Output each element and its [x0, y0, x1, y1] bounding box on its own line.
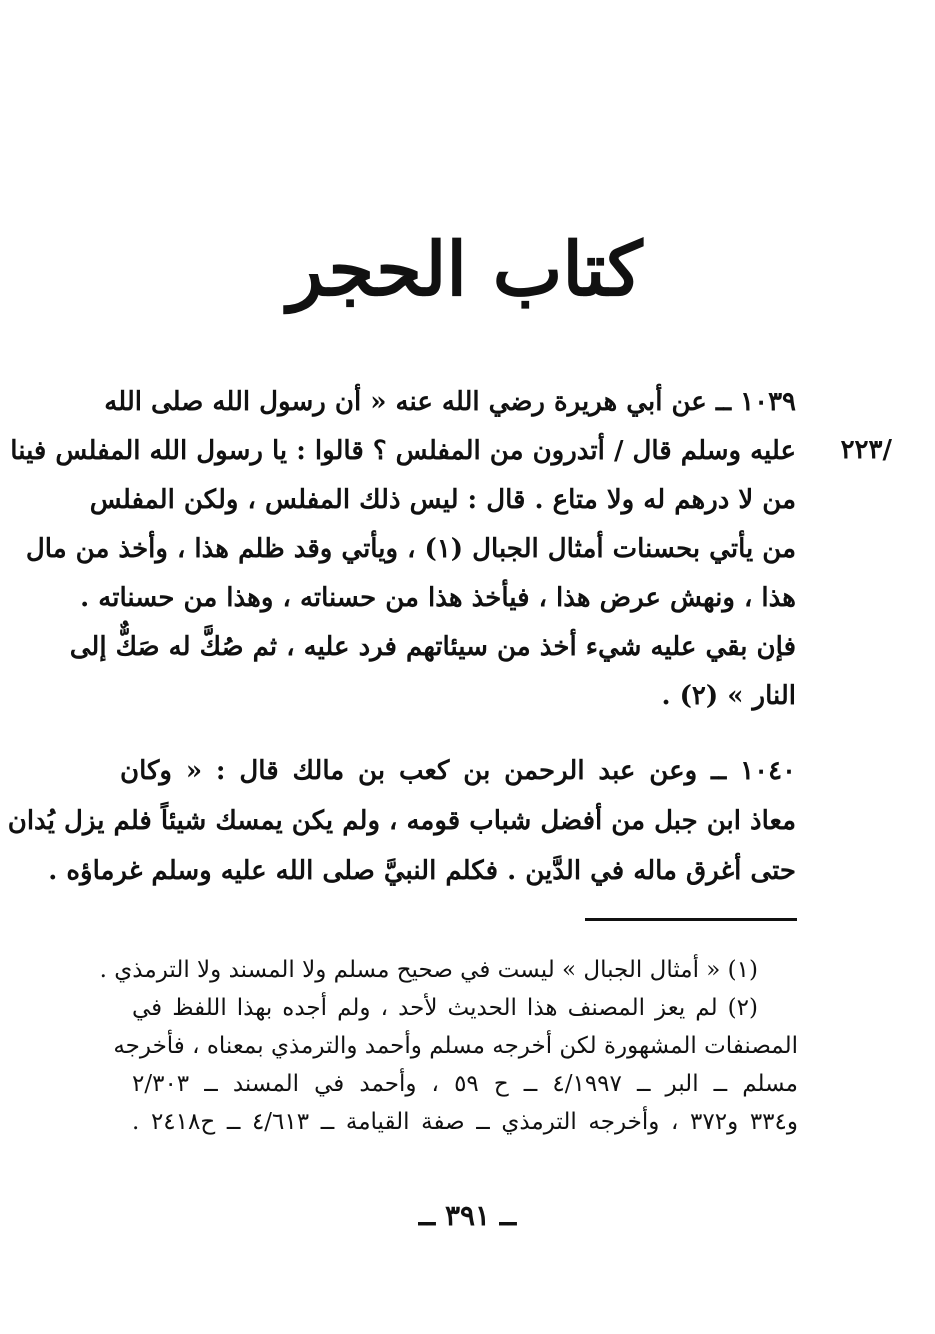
footnote-line: و٣٣٤ و٣٧٢ ، وأخرجه الترمذي ــ صفة القيامة ــ ٤/٦١٣ ــ ح٢٤١٨ .	[132, 1109, 798, 1135]
footnote-1	[99, 951, 798, 989]
footnote-line: (٢) لم يعز المصنف هذا الحديث لأحد ، ولم أجده بهذا اللفظ في	[132, 995, 758, 1021]
hadith-line: فإن بقي عليه شيء أخذ من سيئاتهم فرد عليه ، ثم صُكَّ له صَكٌّ إلى	[69, 632, 796, 662]
chapter-title: كتاب الحجر	[287, 227, 643, 313]
footnote-line: مسلم ــ البر ــ ٤/١٩٩٧ ــ ح ٥٩ ، وأحمد في المسند ــ ٢/٣٠٣	[132, 1071, 798, 1097]
hadith-line: عليه وسلم قال / أتدرون من المفلس ؟ قالوا : يا رسول الله المفلس فينا	[10, 436, 796, 466]
footnote-divider	[585, 918, 797, 921]
hadith-1039	[10, 378, 796, 721]
hadith-line: هذا ، ونهش عرض هذا ، فيأخذ هذا من حسناته ، وهذا من حسناته .	[80, 583, 796, 613]
footnote-2	[113, 989, 798, 1141]
hadith-line: ١٠٣٩ ــ عن أبي هريرة رضي الله عنه « أن رسول الله صلى الله	[104, 387, 796, 417]
hadith-line: ١٠٤٠ ــ وعن عبد الرحمن بن كعب بن مالك قال : « وكان	[120, 756, 796, 786]
hadith-line: النار » (٢) .	[661, 681, 796, 711]
hadith-line: من يأتي بحسنات أمثال الجبال (١) ، ويأتي وقد ظلم هذا ، وأخذ من مال	[25, 534, 796, 564]
footnote-line: (١) « أمثال الجبال » ليست في صحيح مسلم ولا المسند ولا الترمذي .	[99, 957, 758, 983]
footnote-line: المصنفات المشهورة لكن أخرجه مسلم وأحمد والترمذي بمعناه ، فأخرجه	[113, 1033, 798, 1059]
hadith-1040	[7, 746, 796, 896]
footnotes	[99, 951, 798, 1141]
hadith-line: حتى أغرق ماله في الدَّين . فكلم النبيَّ صلى الله عليه وسلم غرماؤه .	[48, 856, 796, 886]
margin-reference: /٢٢٣	[840, 435, 892, 465]
hadith-line: معاذ ابن جبل من أفضل شباب قومه ، ولم يكن يمسك شيئاً فلم يزل يُدان	[7, 806, 796, 836]
hadith-line: من لا درهم له ولا متاع . قال : ليس ذلك المفلس ، ولكن المفلس	[89, 485, 796, 515]
page-number: ــ ٣٩١ ــ	[418, 1199, 517, 1232]
